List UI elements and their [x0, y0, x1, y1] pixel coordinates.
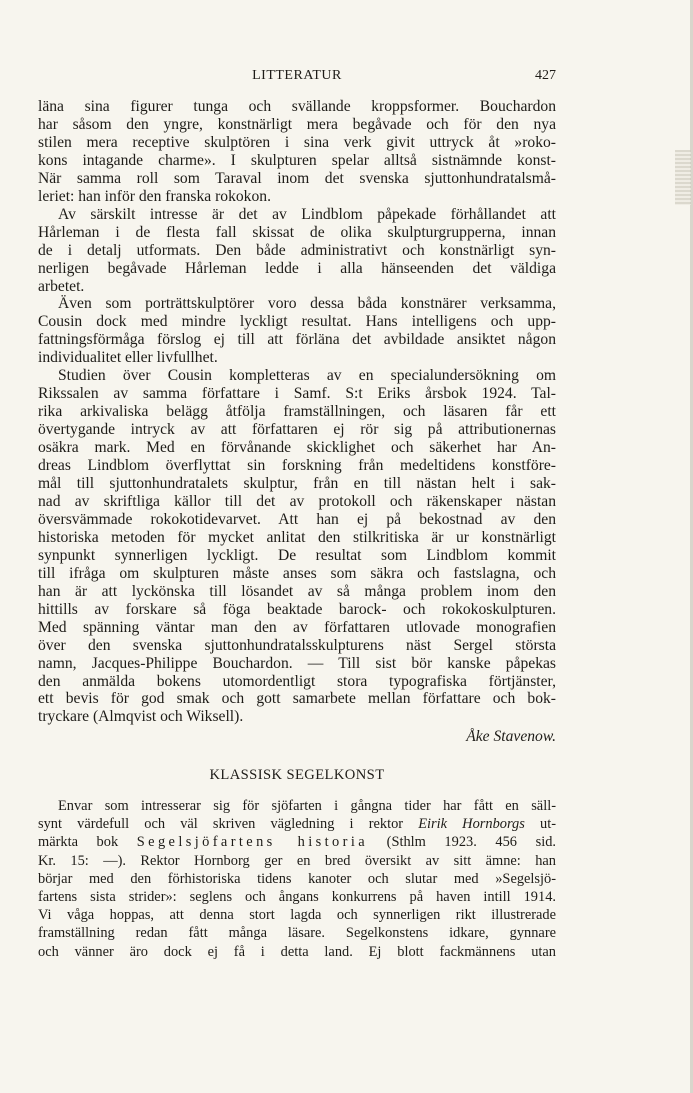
text-line: Envar som intresserar sig för sjöfarten i gångna tider har fått en säll- [58, 798, 556, 814]
text-line: osäkra mark. Med en förvånande skicklighet och säkerhet har An- [38, 439, 556, 457]
text-line: synpunkt synnerligen lyckligt. De resultat som Lindblom kommit [38, 546, 556, 564]
text-line: mål till sjuttonhundratalets skulptur, från en till nästan helt i sak- [38, 475, 556, 493]
text-line: leriet: han inför den franska rokokon. [38, 187, 271, 205]
section-heading: KLASSISK SEGELKONST [209, 767, 385, 783]
text-line: fattningsförmåga förslog ej till att förläna det avbildade ansiktet någon [38, 331, 556, 349]
text-fragment: (Sthlm 1923. 456 sid. [386, 834, 556, 851]
text-line: Även som porträttskulptörer voro dessa båda konstnärer verksamma, [58, 295, 556, 313]
text-line: framställning redan fått många läsare. Segelkonstens idkare, gynnare [38, 925, 556, 942]
text-line: Med spänning väntar man den av författaren utlovade monografien [38, 618, 556, 636]
text-line: Kr. 15: —). Rektor Hornborg ger en bred översikt av sitt ämne: han [38, 852, 556, 869]
text-line: namn, Jacques-Philippe Bouchardon. — Till sist bör kanske påpekas [38, 654, 556, 672]
text-line: dreas Lindblom överflyttat sin forskning från medeltidens konstföre- [38, 457, 556, 475]
author-name: Eirik Hornborgs [418, 816, 525, 833]
text-line: han är att lyckönska till lösandet av så många problem inom den [38, 582, 556, 600]
text-line: de i detalj utformats. Den både administrativt och konstnärligt syn- [38, 241, 556, 259]
page-header [38, 68, 556, 88]
text-line: stilen mera receptive skulptören i sina verk givit uttryck åt »roko- [38, 133, 556, 151]
text-line: till ifråga om skulpturen måste anses som säkra och fastslagna, och [38, 564, 556, 582]
text-line: När samma roll som Taraval inom det svenska sjuttonhundratalsmå- [38, 169, 556, 187]
text-line: Studien över Cousin kompletteras av en specialundersökning om [58, 367, 556, 385]
reviewer-signature: Åke Stavenow. [466, 728, 556, 745]
page-number: 427 [535, 68, 556, 83]
text-line: har såsom den yngre, konstnärligt mera begåvade och för den nya [38, 115, 556, 133]
text-line: Av särskilt intresse är det av Lindblom påpekade förhållandet att [58, 205, 556, 223]
text-fragment: synt värdefull och väl skriven vägledning i rektor [38, 816, 404, 833]
text-line: övertygande intryck av att författaren ej rör sig på attributionernas [38, 421, 556, 439]
text-line: läna sina figurer tunga och svällande kroppsformer. Bouchardon [38, 98, 556, 115]
book-title: Segelsjöfartens historia [136, 834, 369, 851]
segelkonst-text [38, 797, 556, 961]
text-line: hittills av forskare så föga beaktade barock- och rokokoskulpturen. [38, 600, 556, 618]
text-fragment: ut- [540, 816, 556, 833]
running-head: LITTERATUR [252, 68, 342, 83]
text-line: Hårleman i de flesta fall skissat de olika skulpturgrupperna, innan [38, 223, 556, 241]
text-line: Vi våga hoppas, att denna stort lagda och synnerligen rikt illustrerade [38, 907, 556, 924]
text-line: ett bevis för god smak och gott samarbete mellan författare och bok- [38, 690, 556, 708]
text-line: översvämmade rokokotidevarvet. Att han ej på bekostnad av den [38, 510, 556, 528]
text-line: kons intagande charme». I skulpturen spelar alltså sistnämnde konst- [38, 151, 556, 169]
text-line: arbetet. [38, 277, 85, 295]
text-line [38, 815, 556, 833]
text-fragment: märkta bok [38, 834, 119, 851]
text-line: den anmälda bokens utomordentligt stora typografiska förtjänster, [38, 672, 556, 690]
text-line: fartens sista strider»: seglens och ångans konkurrens på haven intill 1914. [38, 889, 556, 906]
margin-smudge [675, 150, 691, 205]
text-line: individualitet eller livfullhet. [38, 349, 218, 367]
text-line: historiska metoden för mycket anlitat den stilkritiska är ur konstnärligt [38, 528, 556, 546]
text-line: Cousin dock med mindre lyckligt resultat. Hans intelligens och upp- [38, 313, 556, 331]
text-line: och vänner äro dock ej få i detta land. Ej blott fackmännens utan [38, 943, 556, 960]
review-text [38, 98, 556, 726]
text-line: tryckare (Almqvist och Wiksell). [38, 708, 244, 726]
text-line: över den svenska sjuttonhundratalsskulpturens näst Sergel största [38, 636, 556, 654]
text-line: rika arkivaliska belägg åtfölja framställningen, och läsaren får ett [38, 403, 556, 421]
text-line [38, 833, 556, 851]
text-line: nad av skriftliga källor till det av protokoll och räkenskaper nästan [38, 492, 556, 510]
text-line: nerligen begåvade Hårleman ledde i alla hänseenden det väldiga [38, 259, 556, 277]
text-line: börjar med den förhistoriska tidens kanoter och slutar med »Segelsjö- [38, 870, 556, 887]
text-line: Rikssalen av samma författare i Samf. S:t Eriks årsbok 1924. Tal- [38, 385, 556, 403]
